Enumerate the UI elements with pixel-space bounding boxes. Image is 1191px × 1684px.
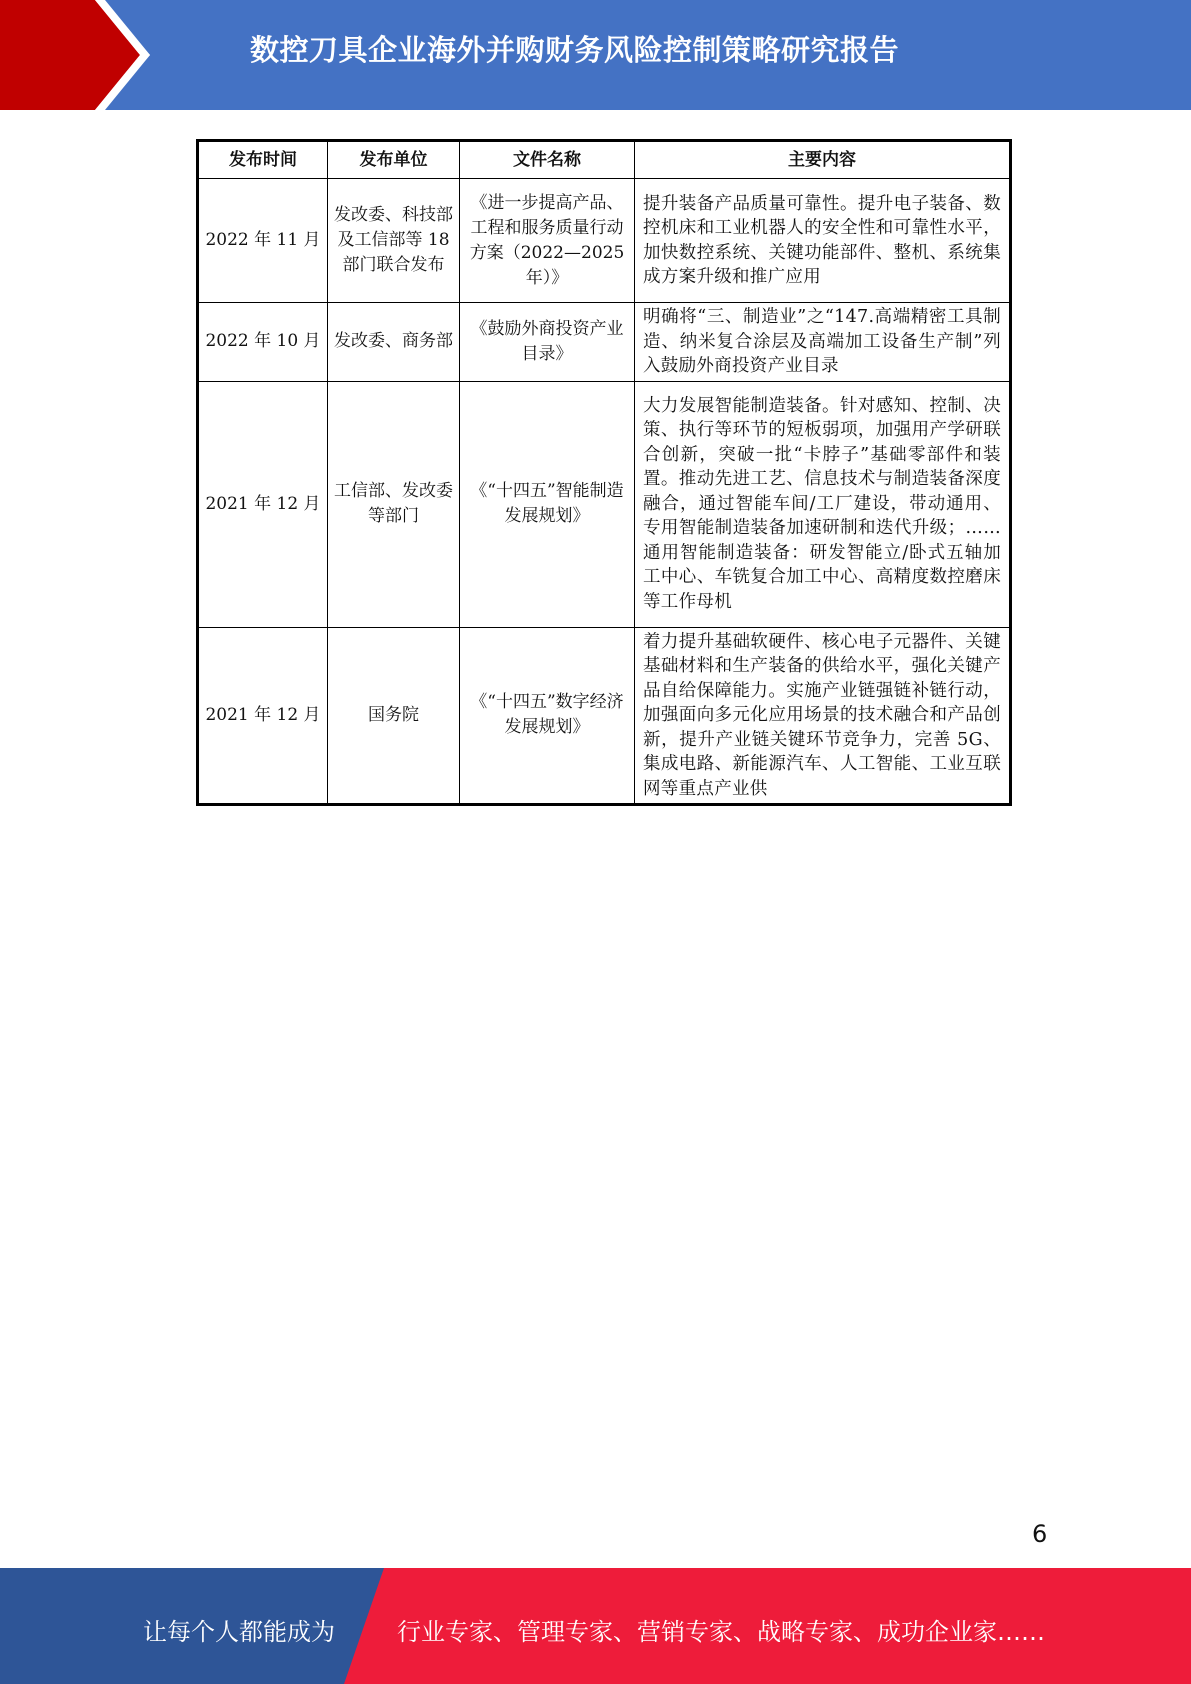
cell-content: 提升装备产品质量可靠性。提升电子装备、数控机床和工业机器人的安全性和可靠性水平，加快数控系统、关键功能部件、整机、系统集成方案升级和推广应用 (635, 179, 1011, 303)
cell-content: 明确将“三、制造业”之“147.高端精密工具制造、纳米复合涂层及高端加工设备生产制”列入鼓励外商投资产业目录 (635, 303, 1011, 382)
table-row (198, 627, 1011, 805)
cell-content: 着力提升基础软硬件、核心电子元器件、关键基础材料和生产装备的供给水平，强化关键产品自给保障能力。实施产业链强链补链行动，加强面向多元化应用场景的技术融合和产品创新，提升产业链关键环节竞争力，完善 5G、集成电路、新能源汽车、人工智能、工业互联网等重点产业供 (635, 627, 1011, 805)
page-header (0, 0, 1191, 110)
table-row (198, 179, 1011, 303)
policy-table (196, 139, 1012, 806)
cell-unit: 发改委、商务部 (328, 303, 460, 382)
page-number: 6 (1032, 1520, 1048, 1548)
column-header-unit: 发布单位 (328, 141, 460, 179)
cell-date: 2021 年 12 月 (198, 627, 328, 805)
cell-date: 2022 年 10 月 (198, 303, 328, 382)
cell-document: 《“十四五”智能制造发展规划》 (460, 381, 635, 627)
cell-unit: 工信部、发改委等部门 (328, 381, 460, 627)
column-header-content: 主要内容 (635, 141, 1011, 179)
column-header-document: 文件名称 (460, 141, 635, 179)
page-footer (0, 1568, 1191, 1684)
cell-document: 《进一步提高产品、工程和服务质量行动方案（2022—2025年）》 (460, 179, 635, 303)
policy-table-container (196, 139, 1009, 806)
table-row (198, 303, 1011, 382)
table-header-row (198, 141, 1011, 179)
cell-date: 2021 年 12 月 (198, 381, 328, 627)
cell-date: 2022 年 11 月 (198, 179, 328, 303)
footer-slogan-right: 行业专家、管理专家、营销专家、战略专家、成功企业家…… (397, 1618, 1045, 1646)
column-header-date: 发布时间 (198, 141, 328, 179)
cell-document: 《鼓励外商投资产业目录》 (460, 303, 635, 382)
table-row (198, 381, 1011, 627)
report-title: 数控刀具企业海外并购财务风险控制策略研究报告 (250, 33, 900, 67)
cell-document: 《“十四五”数字经济发展规划》 (460, 627, 635, 805)
cell-unit: 国务院 (328, 627, 460, 805)
cell-content: 大力发展智能制造装备。针对感知、控制、决策、执行等环节的短板弱项，加强用产学研联合创新，突破一批“卡脖子”基础零部件和装置。推动先进工艺、信息技术与制造装备深度融合，通过智能车间/工厂建设，带动通用、专用智能制造装备加速研制和迭代升级；……通用智能制造装备：研发智能立/卧式五轴加工中心、车铣复合加工中心、高精度数控磨床等工作母机 (635, 381, 1011, 627)
footer-slogan-left: 让每个人都能成为 (143, 1618, 335, 1646)
cell-unit: 发改委、科技部及工信部等 18 部门联合发布 (328, 179, 460, 303)
